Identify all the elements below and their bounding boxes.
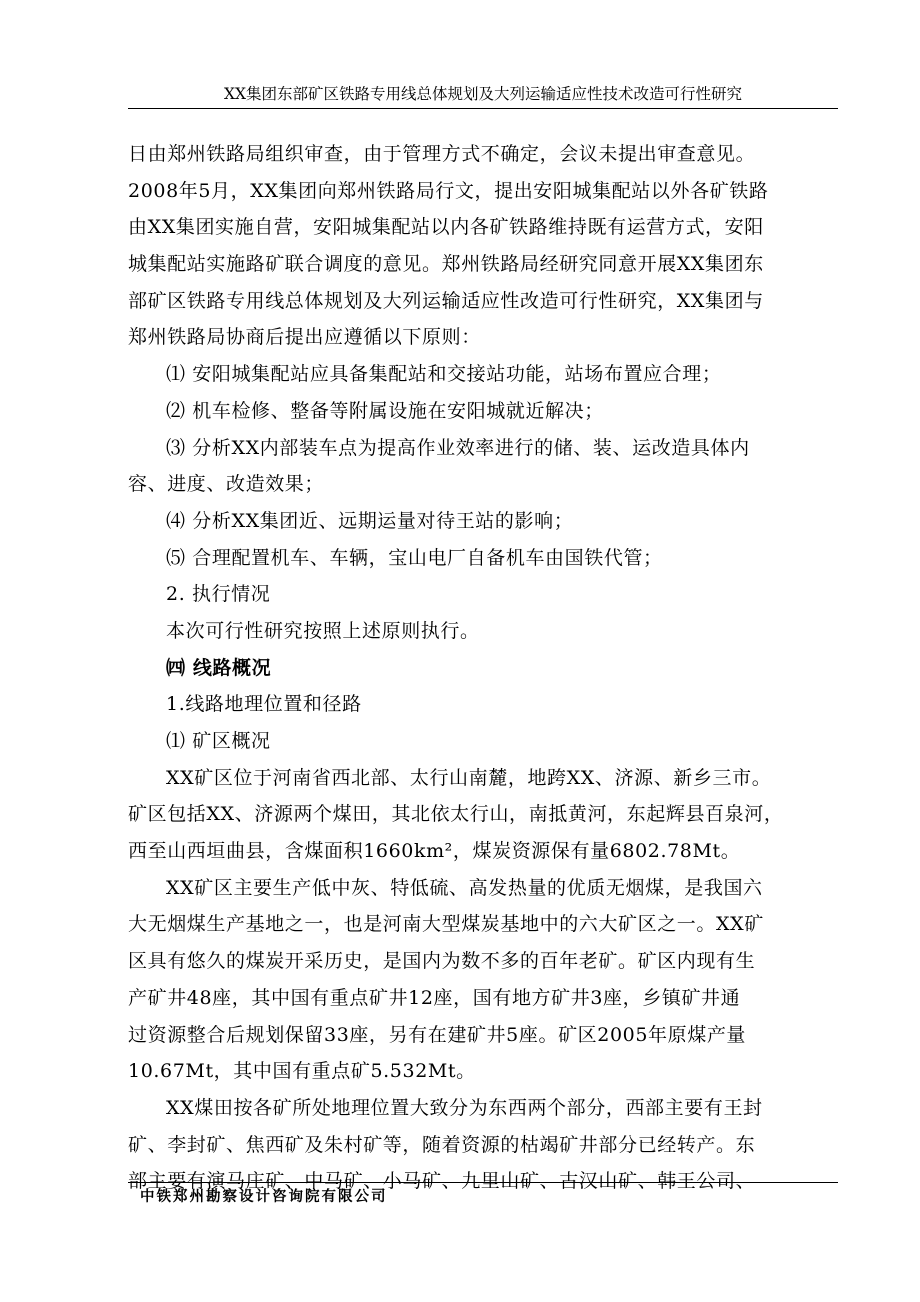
text-line: 过资源整合后规划保留33座，另有在建矿井5座。矿区2005年原煤产量 bbox=[128, 1023, 747, 1046]
text-line: XX矿区主要生产低中灰、特低硫、高发热量的优质无烟煤，是我国六 bbox=[166, 876, 763, 899]
text-line: 矿区包括XX、济源两个煤田，其北依太行山，南抵黄河，东起辉县百泉河， bbox=[128, 803, 784, 826]
principle-item-1: ⑴ 安阳城集配站应具备集配站和交接站功能，站场布置应合理； bbox=[166, 363, 722, 386]
principle-item-5: ⑸ 合理配置机车、车辆，宝山电厂自备机车由国铁代管； bbox=[166, 546, 663, 569]
text-line: 郑州铁路局协商后提出应遵循以下原则： bbox=[128, 326, 481, 349]
text-line: 产矿井48座，其中国有重点矿井12座，国有地方矿井3座，乡镇矿井通 bbox=[128, 986, 741, 1009]
principle-item-4: ⑷ 分析XX集团近、远期运量对待王站的影响； bbox=[166, 509, 574, 532]
text-line: XX矿区位于河南省西北部、太行山南麓，地跨XX、济源、新乡三市。 bbox=[166, 766, 772, 789]
principle-item-2: ⑵ 机车检修、整备等附属设施在安阳城就近解决； bbox=[166, 399, 604, 422]
footer-company: 中铁郑州勘察设计咨询院有限公司 bbox=[140, 1188, 388, 1205]
section-heading: ㈣ 线路概况 bbox=[166, 656, 272, 679]
document-body bbox=[128, 136, 838, 1200]
footer-divider bbox=[128, 1182, 838, 1183]
text-line: XX煤田按各矿所处地理位置大致分为东西两个部分，西部主要有王封 bbox=[166, 1096, 763, 1119]
text-line: 2008年5月，XX集团向郑州铁路局行文，提出安阳城集配站以外各矿铁路 bbox=[128, 179, 769, 202]
subsection-heading: 2. 执行情况 bbox=[166, 583, 271, 606]
text-line: 本次可行性研究按照上述原则执行。 bbox=[166, 619, 480, 642]
text-line: 大无烟煤生产基地之一，也是河南大型煤炭基地中的六大矿区之一。XX矿 bbox=[128, 913, 764, 936]
page-header-title: XX集团东部矿区铁路专用线总体规划及大列运输适应性技术改造可行性研究 bbox=[223, 85, 743, 103]
text-line: 10.67Mt，其中国有重点矿5.532Mt。 bbox=[128, 1060, 476, 1083]
text-line: 部主要有演马庄矿、中马矿、小马矿、九里山矿、古汉山矿、韩王公司、 bbox=[128, 1170, 756, 1193]
text-line: 西至山西垣曲县，含煤面积1660km²，煤炭资源保有量6802.78Mt。 bbox=[128, 840, 741, 863]
text-line: 部矿区铁路专用线总体规划及大列运输适应性改造可行性研究，XX集团与 bbox=[128, 289, 764, 312]
text-line: 城集配站实施路矿联合调度的意见。郑州铁路局经研究同意开展XX集团东 bbox=[128, 253, 764, 276]
subsection-heading: ⑴ 矿区概况 bbox=[166, 730, 271, 752]
subsection-heading: 1.线路地理位置和径路 bbox=[166, 693, 362, 716]
text-line: 由XX集团实施自营，安阳城集配站以内各矿铁路维持既有运营方式，安阳 bbox=[128, 216, 764, 239]
text-line: 日由郑州铁路局组织审查，由于管理方式不确定，会议未提出审查意见。 bbox=[128, 143, 756, 165]
header-divider bbox=[128, 108, 838, 109]
principle-item-3: ⑶ 分析XX内部装车点为提高作业效率进行的储、装、运改造具体内 bbox=[166, 436, 750, 459]
text-line: 容、进度、改造效果； bbox=[128, 473, 325, 496]
text-line: 区具有悠久的煤炭开采历史，是国内为数不多的百年老矿。矿区内现有生 bbox=[128, 950, 756, 973]
text-line: 矿、李封矿、焦西矿及朱村矿等，随着资源的枯竭矿井部分已经转产。东 bbox=[128, 1133, 756, 1156]
